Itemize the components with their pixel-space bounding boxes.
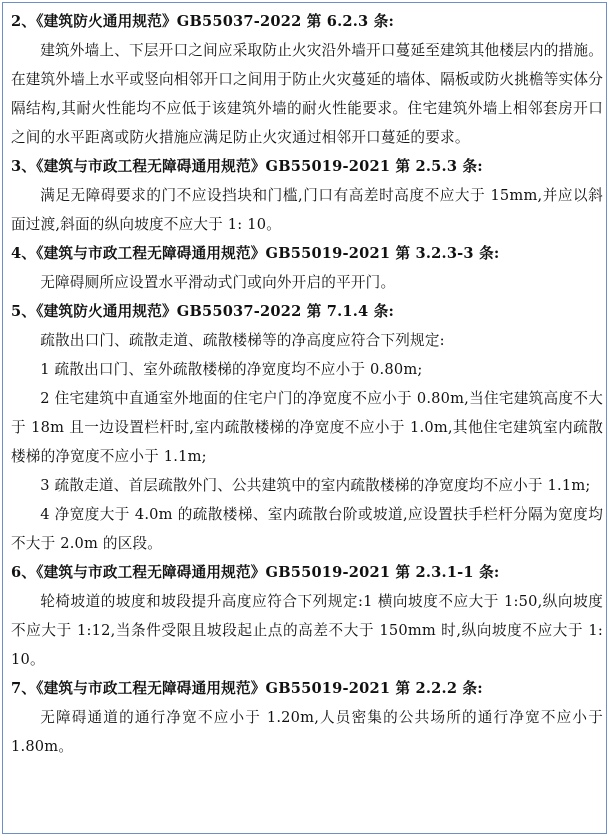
clause-subitem: 1 疏散出口门、室外疏散楼梯的净宽度均不应小于 0.80m; [40,361,423,378]
clause-paragraph: 建筑外墙上、下层开口之间应采取防止火灾沿外墙开口蔓延至建筑其他楼层内的措施。在建筑外墙上水平或竖向相邻开口之间用于防止火灾蔓延的墙体、隔板或防火挑檐等实体分隔结构,其耐火性能均不应低于该建筑外墙的耐火性能要求。住宅建筑外墙上相邻套房开口之间的水平距离或防火措施应满足防止火灾通过相邻开口蔓延的要求。 [11,42,603,146]
clause-heading: 7、《建筑与市政工程无障碍通用规范》GB55019-2021 第 2.2.2 条: [11,680,483,697]
clause-item-7 [11,674,603,761]
clause-heading: 3、《建筑与市政工程无障碍通用规范》GB55019-2021 第 2.5.3 条: [11,158,483,175]
clause-paragraph: 无障碍通道的通行净宽不应小于 1.20m,人员密集的公共场所的通行净宽不应小于 1.80m。 [11,709,603,755]
clause-paragraph: 无障碍厕所应设置水平滑动式门或向外开启的平开门。 [40,274,396,291]
clause-item-4 [11,239,603,297]
clause-heading: 4、《建筑与市政工程无障碍通用规范》GB55019-2021 第 3.2.3-3 条: [11,245,500,262]
document-body [11,7,603,761]
clause-item-3 [11,152,603,239]
clause-paragraph: 满足无障碍要求的门不应设挡块和门槛,门口有高差时高度不应大于 15mm,并应以斜面过渡,斜面的纵向坡度不应大于 1: 10。 [11,187,603,233]
clause-item-5 [11,297,603,558]
clause-paragraph: 疏散出口门、疏散走道、疏散楼梯等的净高度应符合下列规定: [40,332,445,349]
clause-subitem: 4 净宽度大于 4.0m 的疏散楼梯、室内疏散台阶或坡道,应设置扶手栏杆分隔为宽度均不大于 2.0m 的区段。 [11,506,603,552]
clause-subitem: 3 疏散走道、首层疏散外门、公共建筑中的室内疏散楼梯的净宽度均不应小于 1.1m; [40,477,591,494]
clause-item-6 [11,558,603,674]
document-frame [2,2,607,834]
clause-heading: 2、《建筑防火通用规范》GB55037-2022 第 6.2.3 条: [11,13,395,30]
clause-paragraph: 轮椅坡道的坡度和坡段提升高度应符合下列规定:1 横向坡度不应大于 1:50,纵向坡度不应大于 1:12,当条件受限且坡段起止点的高差不大于 150mm 时,纵向坡度不应大于 1: 10。 [11,593,603,668]
clause-subitem: 2 住宅建筑中直通室外地面的住宅户门的净宽度不应小于 0.80m,当住宅建筑高度不大于 18m 且一边设置栏杆时,室内疏散楼梯的净宽度不应小于 1.0m,其他住宅建筑室内疏散楼梯的净宽度不应小于 1.1m; [11,390,603,465]
clause-item-2 [11,7,603,152]
clause-heading: 5、《建筑防火通用规范》GB55037-2022 第 7.1.4 条: [11,303,395,320]
clause-heading: 6、《建筑与市政工程无障碍通用规范》GB55019-2021 第 2.3.1-1 条: [11,564,500,581]
